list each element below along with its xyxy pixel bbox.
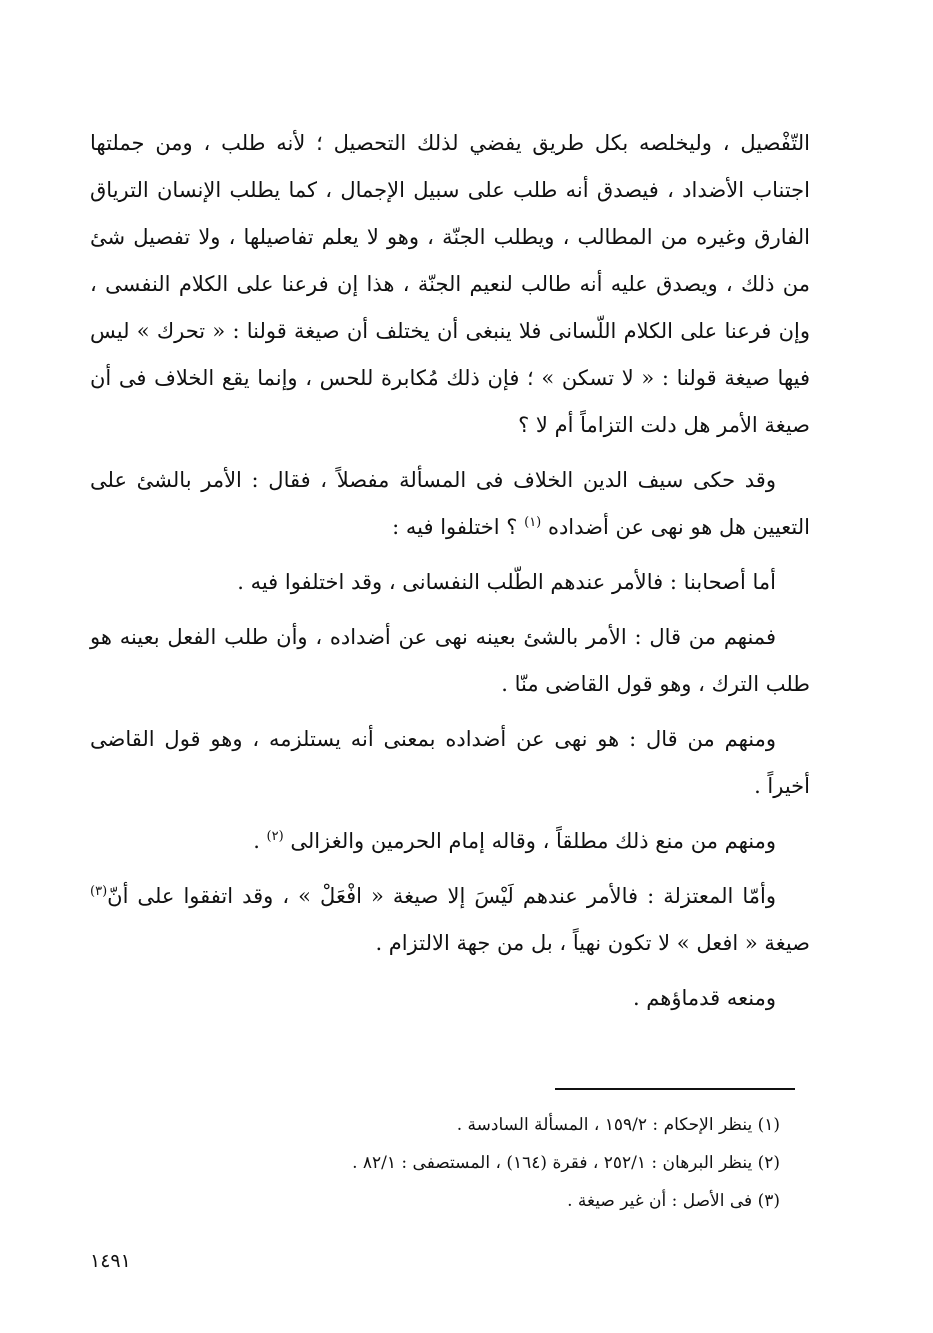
paragraph-7-text: وأمّا المعتزلة : فالأمر عندهم لَيْسَ إلا صيغة « افْعَلْ » ، وقد اتفقوا على أنّ	[107, 884, 776, 908]
paragraph-7	[90, 873, 810, 967]
paragraph-6-text: ومنهم من منع ذلك مطلقاً ، وقاله إمام الحرمين والغزالى	[290, 829, 776, 853]
footnotes	[90, 1106, 780, 1220]
footnote-divider	[555, 1088, 795, 1090]
paragraph-8: ومنعه قدماؤهم .	[632, 986, 776, 1010]
paragraph-2	[90, 457, 810, 551]
paragraph-5: ومنهم من قال : هو نهى عن أضداده بمعنى أنه يستلزمه ، وهو قول القاضى أخيراً .	[90, 727, 810, 798]
paragraph-6	[90, 818, 810, 865]
footnote-ref-3: (٣)	[90, 884, 108, 899]
paragraph-7-tail: صيغة « افعل » لا تكون نهياً ، بل من جهة الالتزام .	[375, 931, 810, 955]
main-text	[90, 120, 810, 1030]
paragraph-1: التّفْصيل ، وليخلصه بكل طريق يفضي لذلك التحصيل ؛ لأنه طلب ، ومن جملتها اجتناب الأضداد ، فيصدق أنه طلب على سبيل الإجمال ، كما يطلب الإنسان الترياق الفارق وغيره من المطالب ، ويطلب الجنّة ، وهو لا يعلم تفاصيلها ، ولا تفصيل شئ من ذلك ، ويصدق عليه أنه طالب لنعيم الجنّة ، هذا إن فرعنا على الكلام النفسى ، وإن فرعنا على الكلام اللّسانى فلا ينبغى أن يختلف أن صيغة قولنا : « تحرك » ليس فيها صيغة قولنا : « لا تسكن » ؛ فإن ذلك مُكابرة للحس ، وإنما يقع الخلاف فى أن صيغة الأمر هل دلت التزاماً أم لا ؟	[90, 131, 810, 437]
footnote-2: (٢) ينظر البرهان : ٢٥٢/١ ، فقرة (١٦٤) ، المستصفى : ٨٢/١ .	[352, 1153, 780, 1173]
paragraph-6-tail: .	[253, 829, 267, 853]
footnote-ref-2: (٢)	[266, 829, 284, 844]
paragraph-2-text: وقد حكى سيف الدين الخلاف فى المسألة مفصلاً ، فقال : الأمر بالشئ على التعيين هل هو نهى عن أضداده	[90, 468, 810, 539]
paragraph-3: أما أصحابنا : فالأمر عندهم الطّلب النفسانى ، وقد اختلفوا فيه .	[237, 570, 776, 594]
page-number: ١٤٩١	[90, 1250, 131, 1272]
paragraph-2-tail: ؟ اختلفوا فيه :	[392, 515, 525, 539]
footnote-3: (٣) فى الأصل : أن غير صيغة .	[567, 1191, 780, 1211]
footnote-ref-1: (١)	[524, 515, 542, 530]
footnote-1: (١) ينظر الإحكام : ١٥٩/٢ ، المسألة السادسة .	[456, 1115, 780, 1135]
paragraph-4: فمنهم من قال : الأمر بالشئ بعينه نهى عن أضداده ، وأن طلب الفعل بعينه هو طلب الترك ، وهو قول القاضى منّا .	[90, 625, 810, 696]
